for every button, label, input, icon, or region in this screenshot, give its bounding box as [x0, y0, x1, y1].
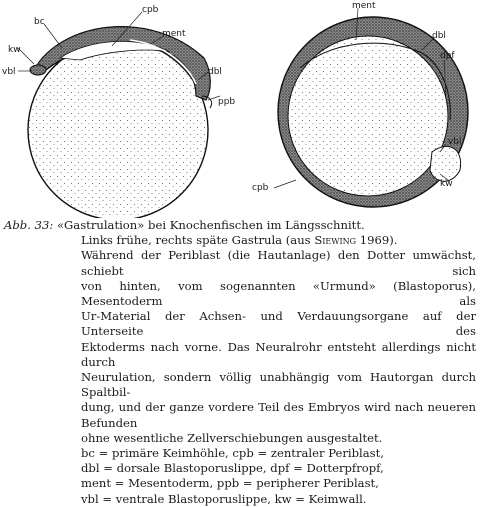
body-line: Ur-Material der Achsen- und Verdauungsorgane auf der Unterseite des — [81, 309, 476, 339]
label-vbl: vbl — [2, 67, 16, 77]
gastrulation-figure — [0, 0, 480, 218]
caption-title: «Gastrulation» bei Knochenfischen im Längsschnitt. — [56, 218, 365, 232]
label-ment: ment — [162, 29, 186, 39]
label-vbl-right: vbl — [448, 137, 462, 147]
left-yolk — [28, 40, 208, 218]
left-ventral-lip — [30, 65, 46, 75]
early-gastrula-drawing — [28, 27, 212, 218]
body-line: dung, und der ganze vordere Teil des Embryos wird nach neueren Befunden — [81, 400, 476, 430]
source-author: Siewing — [314, 233, 357, 248]
label-kw: kw — [8, 45, 21, 55]
body-line: ohne wesentliche Zellverschiebungen ausgestaltet. — [81, 430, 383, 445]
body-line: Ektoderms nach vorne. Das Neuralrohr entsteht allerdings nicht durch — [81, 339, 476, 369]
label-dbl: dbl — [208, 67, 222, 77]
body-line: Während der Periblast (die Hautanlage) den Dotter umwächst, schiebt sich — [81, 248, 476, 278]
legend-line: dbl = dorsale Blastoporuslippe, dpf = Dotterpfropf, — [81, 461, 384, 476]
figure-caption — [4, 218, 476, 507]
label-ment-right: ment — [352, 1, 376, 11]
caption-title-line — [4, 218, 476, 233]
caption-label: Abb. 33: — [4, 218, 54, 232]
source-year: 1969). — [356, 233, 398, 248]
label-ppb: ppb — [218, 97, 236, 107]
source-text: Links frühe, rechts späte Gastrula (aus — [81, 233, 315, 248]
body-line: Neurulation, sondern völlig unabhängig vom Hautorgan durch Spaltbil- — [81, 370, 476, 400]
legend-line: ment = Mesentoderm, ppb = peripherer Periblast, — [81, 476, 379, 491]
caption-source-line — [4, 233, 476, 248]
label-dpf: dpf — [440, 51, 455, 61]
body-line: von hinten, vom sogenannten «Urmund» (Blastoporus), Mesentoderm als — [81, 278, 476, 309]
label-cpb: cpb — [142, 5, 159, 15]
label-dbl-right: dbl — [432, 31, 446, 41]
legend-line: bc = primäre Keimhöhle, cpb = zentraler Periblast, — [81, 446, 384, 461]
legend-line: vbl = ventrale Blastoporuslippe, kw = Keimwall. — [81, 491, 367, 506]
label-cpb-right: cpb — [252, 183, 269, 193]
right-yolk-plug — [430, 146, 461, 181]
right-yolk — [288, 36, 448, 196]
label-bc: bc — [34, 17, 45, 27]
label-kw-right: kw — [440, 179, 453, 189]
